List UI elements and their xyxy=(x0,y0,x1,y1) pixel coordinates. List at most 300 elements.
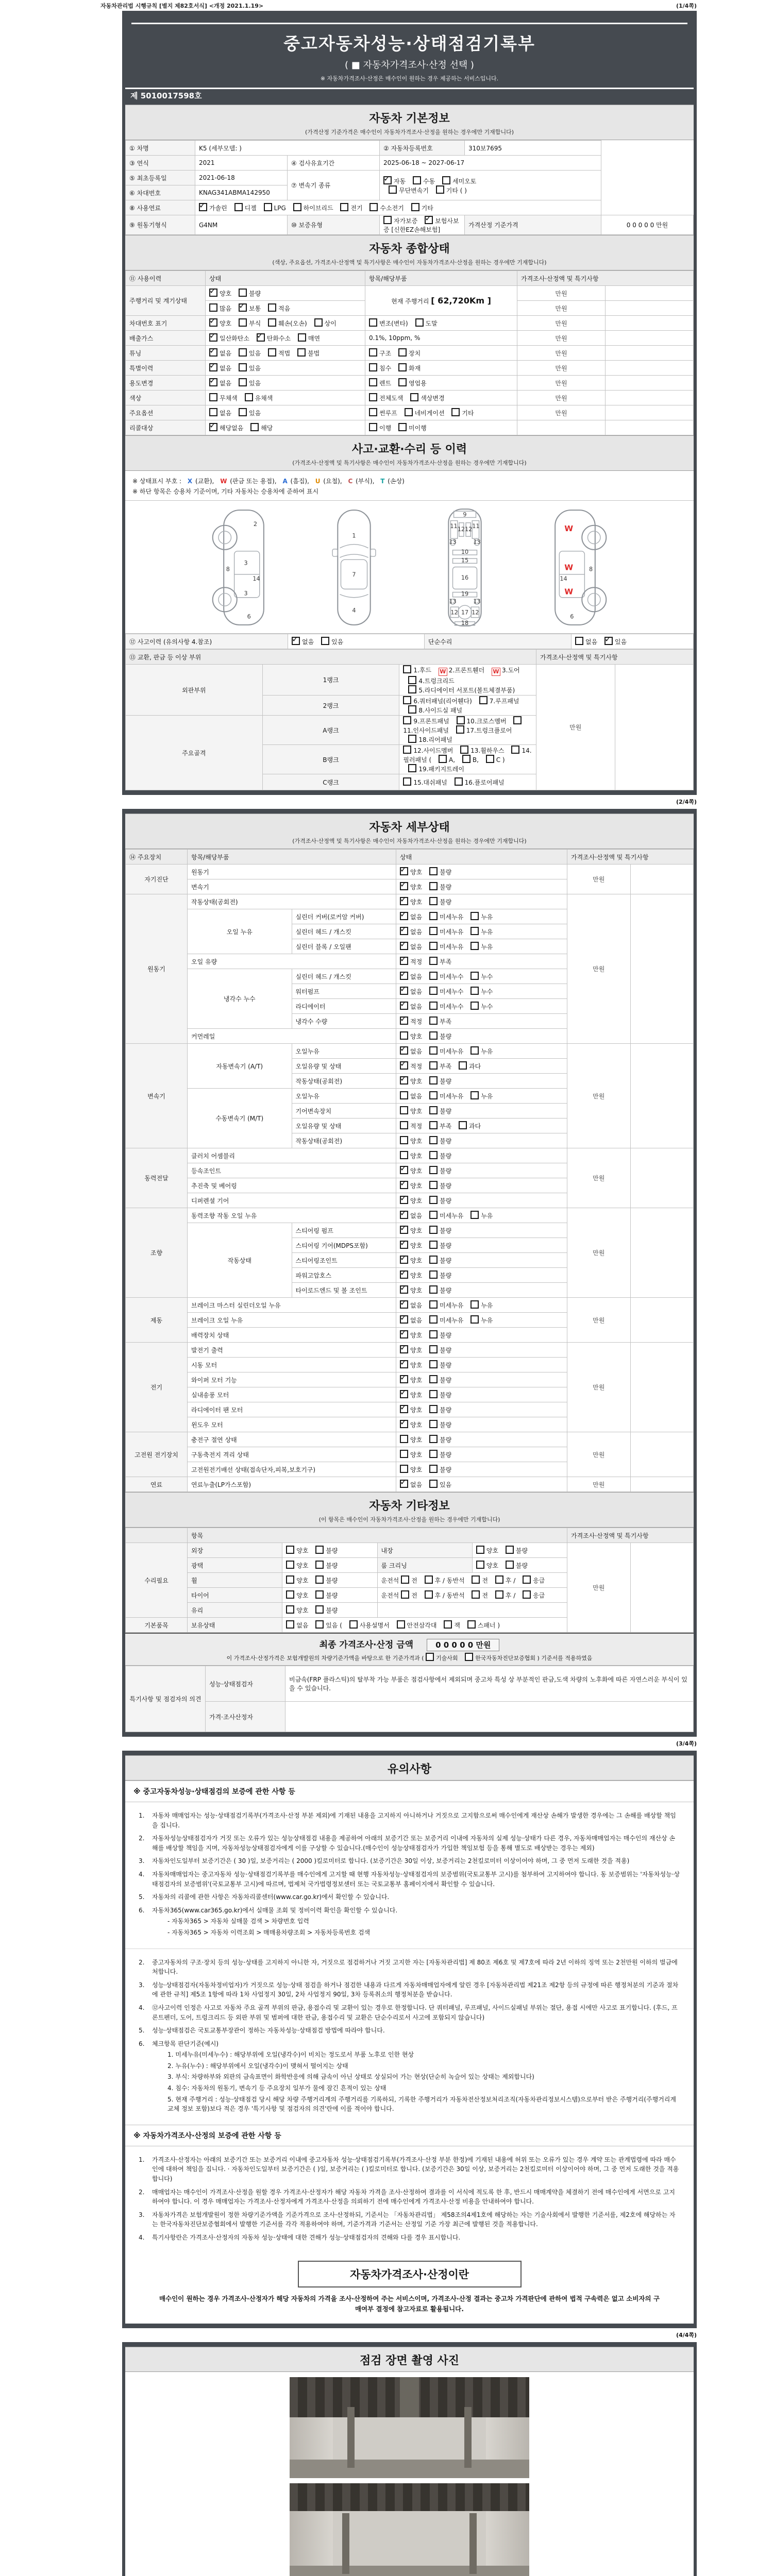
item-label: 구동축전지 격리 상태 xyxy=(188,1447,396,1462)
item-state: ✓ 양호 불량 xyxy=(396,1402,567,1417)
checkbox-checked[interactable] xyxy=(400,1002,408,1010)
checkbox[interactable] xyxy=(470,1315,479,1324)
checkbox[interactable] xyxy=(239,289,247,297)
checkbox[interactable] xyxy=(369,423,377,431)
item-state: ✓ 없음 미세누수 누수 xyxy=(396,969,567,984)
device-group-label: 조향 xyxy=(126,1208,188,1298)
checkbox[interactable] xyxy=(429,1091,438,1099)
checkbox[interactable] xyxy=(293,203,301,211)
checkbox[interactable] xyxy=(245,393,253,401)
inspect-period-label: ④ 검사유효기간 xyxy=(288,156,380,171)
checkbox[interactable] xyxy=(429,912,438,920)
checkbox[interactable] xyxy=(451,408,460,416)
checkbox[interactable] xyxy=(444,1620,452,1629)
checkbox[interactable] xyxy=(495,1590,503,1599)
legend-letter-W: W xyxy=(220,478,227,485)
rank-label: B랭크 xyxy=(262,745,399,774)
checkbox[interactable] xyxy=(429,1390,438,1398)
checkbox[interactable] xyxy=(397,1620,405,1629)
checkbox-checked[interactable] xyxy=(199,203,207,211)
photo2-floor xyxy=(290,2566,529,2576)
checkbox[interactable] xyxy=(369,408,377,416)
checkbox[interactable] xyxy=(429,1465,438,1473)
rank-items: 12.사이드멤버 13.휠하우스 14.필러패널 ( A, B, C ) 19.패키지트레이 xyxy=(399,745,536,774)
checkbox-checked[interactable] xyxy=(400,1300,408,1309)
checkbox-checked[interactable] xyxy=(400,882,408,890)
checkbox[interactable] xyxy=(400,1465,408,1473)
checkbox[interactable] xyxy=(429,927,438,935)
checkbox[interactable] xyxy=(400,1136,408,1144)
checkbox[interactable] xyxy=(429,1016,438,1025)
row-label: 배출가스 xyxy=(126,331,206,346)
checkbox[interactable] xyxy=(462,755,470,763)
checkbox[interactable] xyxy=(429,1256,438,1264)
checkbox[interactable] xyxy=(369,363,377,371)
checkbox[interactable] xyxy=(297,348,306,357)
checkbox[interactable] xyxy=(400,1450,408,1458)
final-price-label: 최종 가격조사·산정 금액 xyxy=(319,1640,414,1650)
checkbox[interactable] xyxy=(268,303,276,312)
checkbox[interactable] xyxy=(209,303,217,312)
checkbox[interactable] xyxy=(429,1076,438,1084)
price-cell: 만원 xyxy=(567,1298,631,1343)
checkbox[interactable] xyxy=(429,1315,438,1324)
checkbox[interactable] xyxy=(239,363,247,371)
checkbox[interactable] xyxy=(340,203,348,211)
item-state: ✓ 양호 불량 xyxy=(396,1074,567,1089)
checkbox[interactable] xyxy=(460,745,468,754)
checkbox[interactable] xyxy=(429,1270,438,1279)
checkbox[interactable] xyxy=(429,1360,438,1368)
panel-number: 10 xyxy=(461,548,469,555)
checkbox-checked[interactable] xyxy=(400,867,408,875)
checkbox[interactable] xyxy=(459,1121,467,1129)
checkbox-checked[interactable] xyxy=(400,1405,408,1413)
checkbox[interactable] xyxy=(389,185,397,194)
checkbox[interactable] xyxy=(467,1620,476,1629)
document-number: 제 5010017598호 xyxy=(125,88,694,105)
checkbox-checked[interactable] xyxy=(400,897,408,905)
checkbox[interactable] xyxy=(398,348,407,357)
checkbox[interactable] xyxy=(470,942,479,950)
checkbox[interactable] xyxy=(315,1605,324,1614)
notice-sub-item: 4. 침수: 자동차의 원동기, 변속기 등 주요장치 일부가 물에 잠긴 흔적이 있는 상태 xyxy=(167,2084,386,2092)
row-state: ✓ 해당없음 해당 xyxy=(206,420,365,435)
checkbox[interactable] xyxy=(349,1620,358,1629)
checkbox[interactable] xyxy=(429,1450,438,1458)
checkbox-checked[interactable] xyxy=(400,1196,408,1204)
checkbox-checked[interactable] xyxy=(400,1226,408,1234)
checkbox[interactable] xyxy=(264,203,272,211)
checkbox-checked[interactable] xyxy=(383,176,392,184)
checkbox[interactable] xyxy=(315,1590,324,1599)
note-cell xyxy=(606,420,694,435)
opinion-table xyxy=(125,1666,694,1732)
item-label: 시동 모터 xyxy=(188,1358,396,1372)
checkbox[interactable] xyxy=(429,1046,438,1055)
checkbox[interactable] xyxy=(209,393,217,401)
checkbox[interactable] xyxy=(315,1561,324,1569)
checkbox[interactable] xyxy=(425,1590,433,1599)
checkbox[interactable] xyxy=(456,725,464,734)
detail-row xyxy=(126,1432,694,1447)
notice-item xyxy=(139,2210,680,2229)
checkbox[interactable] xyxy=(209,408,217,416)
checkbox-checked[interactable] xyxy=(400,1241,408,1249)
checkbox[interactable] xyxy=(426,1653,434,1661)
checkbox[interactable] xyxy=(429,897,438,905)
checkbox[interactable] xyxy=(470,1300,479,1309)
panel-number: 14 xyxy=(560,575,567,583)
checkbox[interactable] xyxy=(403,716,411,724)
checkbox[interactable] xyxy=(429,1345,438,1353)
checkbox[interactable] xyxy=(429,1196,438,1204)
checkbox[interactable] xyxy=(286,1590,294,1599)
detail-subtitle: (가격조사·산정액 및 특기사항은 매수인이 자동차가격조사·산정을 원하는 경우에만 기재합니다) xyxy=(292,838,527,844)
row-state: ✓ 없음 있음 xyxy=(206,361,365,376)
checkbox[interactable] xyxy=(398,363,407,371)
checkbox[interactable] xyxy=(250,423,259,431)
checkbox-checked[interactable] xyxy=(400,1420,408,1428)
checkbox-checked[interactable] xyxy=(400,1076,408,1084)
checkbox-checked[interactable] xyxy=(400,1166,408,1174)
checkbox[interactable] xyxy=(495,1575,503,1584)
warranty-value: 자가보증 ✓ 보험사보증 [신한EZ손해보험] xyxy=(380,215,465,235)
item-state: ✓ 양호 불량 xyxy=(396,894,567,909)
checkbox[interactable] xyxy=(286,1575,294,1584)
checkbox[interactable] xyxy=(429,1241,438,1249)
checkbox[interactable] xyxy=(429,1375,438,1383)
checkbox[interactable] xyxy=(575,637,583,645)
checkbox[interactable] xyxy=(459,1061,467,1070)
checkbox[interactable] xyxy=(429,987,438,995)
checkbox[interactable] xyxy=(286,1561,294,1569)
checkbox-checked[interactable] xyxy=(400,1360,408,1368)
warranty-label: ⑩ 보증유형 xyxy=(288,215,380,235)
checkbox[interactable] xyxy=(400,1121,408,1129)
price-cell: 만원 xyxy=(517,361,606,376)
checkbox[interactable] xyxy=(408,676,416,684)
table-row xyxy=(126,331,694,346)
checkbox-checked[interactable] xyxy=(400,1016,408,1025)
checkbox[interactable] xyxy=(479,696,488,704)
row-state: ✓ 없음 있음 적법 불법 xyxy=(206,346,365,361)
checkbox[interactable] xyxy=(415,318,424,327)
legend-note: ※ 하단 항목은 승용차 기준이며, 기타 자동차는 승용차에 준하여 표시 xyxy=(132,488,319,495)
checkbox[interactable] xyxy=(486,755,494,763)
basic-info-table xyxy=(125,140,694,235)
table-row xyxy=(126,156,694,171)
checkbox-checked[interactable] xyxy=(400,1390,408,1398)
detail-row xyxy=(126,865,694,879)
checkbox[interactable] xyxy=(523,1590,531,1599)
row-state: ✓ 양호 부식 훼손(오손) 상이 xyxy=(206,316,365,331)
notice-item-number: 5. xyxy=(139,2027,145,2035)
checkbox[interactable] xyxy=(411,203,419,211)
checkbox[interactable] xyxy=(429,1420,438,1428)
panel-number: 3 xyxy=(244,590,248,597)
checkbox-checked[interactable] xyxy=(400,1181,408,1189)
checkbox[interactable] xyxy=(234,203,243,211)
checkbox-checked[interactable] xyxy=(400,1270,408,1279)
checkbox-checked[interactable] xyxy=(400,1211,408,1219)
notice-blockA-header: ※ 중고자동차성능·상태점검의 보증에 관한 사항 등 xyxy=(125,1781,694,1802)
checkbox[interactable] xyxy=(400,1031,408,1040)
notice-item-text: 자동차인도일부터 보증기간은 ( 30 )일, 보증거리는 ( 2000 )킬로미터로 합니다. (보증기간은 30일 이상, 보증거리는 2천킬로미터 이상이어야 하며, 그 중 먼저 도래한 것을 적용) xyxy=(152,1857,630,1865)
checkbox-checked[interactable] xyxy=(209,348,217,357)
final-price-value: 0 0 0 0 0 만원 xyxy=(427,1639,499,1651)
checkbox[interactable] xyxy=(239,318,247,327)
checkbox[interactable] xyxy=(398,378,407,386)
checkbox[interactable] xyxy=(408,764,416,772)
checkbox[interactable] xyxy=(383,216,392,224)
checkbox[interactable] xyxy=(470,987,479,995)
checkbox[interactable] xyxy=(429,1061,438,1070)
row-part: 0.1%, 10ppm, % xyxy=(365,331,517,346)
checkbox[interactable] xyxy=(429,1002,438,1010)
checkbox[interactable] xyxy=(321,637,329,645)
checkbox-checked[interactable] xyxy=(209,363,217,371)
checkbox[interactable] xyxy=(369,203,378,211)
checkbox-checked[interactable] xyxy=(209,289,217,297)
checkbox-checked[interactable] xyxy=(400,1345,408,1353)
checkbox[interactable] xyxy=(429,942,438,950)
checkbox-checked[interactable] xyxy=(400,987,408,995)
notice-sub-item: 2. 누유(누수) : 해당부위에서 오일(냉각수)이 맺혀서 떨어지는 상태 xyxy=(167,2062,348,2070)
checkbox-checked[interactable] xyxy=(400,942,408,950)
checkbox-checked[interactable] xyxy=(209,318,217,327)
checkbox[interactable] xyxy=(429,1151,438,1159)
etc-item-label: 외장 xyxy=(188,1543,282,1558)
checkbox[interactable] xyxy=(410,393,418,401)
detail-band xyxy=(125,814,694,849)
notice-item-number: 6. xyxy=(139,2040,145,2047)
w-repair-mark: W xyxy=(564,563,574,572)
sub-group-label: 자동변속기 (A/T) xyxy=(188,1044,292,1089)
checkbox[interactable] xyxy=(429,1031,438,1040)
page-mark-1: (1/4쪽) xyxy=(676,3,697,9)
checkbox[interactable] xyxy=(429,1405,438,1413)
checkbox[interactable] xyxy=(429,1480,438,1488)
checkbox[interactable] xyxy=(470,972,479,980)
checkbox[interactable] xyxy=(439,755,447,763)
checkbox-checked[interactable] xyxy=(400,1375,408,1383)
checkbox[interactable] xyxy=(429,1181,438,1189)
note-cell xyxy=(630,1343,694,1432)
checkbox[interactable] xyxy=(239,348,247,357)
checkbox[interactable] xyxy=(470,1091,479,1099)
checkbox[interactable] xyxy=(465,1653,473,1661)
checkbox[interactable] xyxy=(429,972,438,980)
first-reg-value: 2021-06-18 xyxy=(195,171,288,185)
checkbox-checked[interactable] xyxy=(400,1480,408,1488)
etc-item-state: 양호 불량 xyxy=(282,1603,377,1618)
checkbox-checked[interactable] xyxy=(209,378,217,386)
checkbox-checked[interactable] xyxy=(400,1330,408,1338)
checkbox[interactable] xyxy=(408,705,416,714)
year-value: 2021 xyxy=(195,156,288,171)
checkbox[interactable] xyxy=(429,867,438,875)
checkbox-checked[interactable] xyxy=(400,1285,408,1294)
checkbox-checked[interactable] xyxy=(239,303,247,312)
panel-number: 17 xyxy=(461,609,469,616)
checkbox[interactable] xyxy=(429,1166,438,1174)
accident-history-state: ✓ 없음 있음 xyxy=(288,634,425,649)
checkbox[interactable] xyxy=(429,1226,438,1234)
checkbox-checked[interactable] xyxy=(400,1315,408,1324)
checkbox[interactable] xyxy=(429,882,438,890)
checkbox[interactable] xyxy=(239,408,247,416)
checkbox[interactable] xyxy=(403,777,411,786)
checkbox-checked[interactable] xyxy=(400,1061,408,1070)
vin-value: KNAG341ABMA142950 xyxy=(195,185,288,200)
checkbox[interactable] xyxy=(408,685,416,693)
item-state: ✓ 양호 불량 xyxy=(396,1223,567,1238)
holding-state-label: 보유상태 xyxy=(188,1618,282,1633)
checkbox[interactable] xyxy=(369,393,377,401)
checkbox[interactable] xyxy=(315,1575,324,1584)
notice-item xyxy=(139,1892,680,1902)
checkbox[interactable] xyxy=(315,1546,324,1554)
checkbox[interactable] xyxy=(398,423,407,431)
checkbox[interactable] xyxy=(442,176,450,184)
note-cell xyxy=(630,1044,694,1148)
checkbox[interactable] xyxy=(457,716,465,724)
fuel-value: ✓ 가솔린 디젤 LPG 하이브리드 전기 수소전기 기타 xyxy=(195,200,601,215)
checkbox[interactable] xyxy=(429,1300,438,1309)
checkbox[interactable] xyxy=(401,1590,409,1599)
checkbox[interactable] xyxy=(298,333,306,342)
checkbox[interactable] xyxy=(369,348,377,357)
checkbox[interactable] xyxy=(476,1546,484,1554)
checkbox[interactable] xyxy=(511,745,519,754)
checkbox-checked[interactable] xyxy=(292,637,300,645)
checkbox-checked[interactable] xyxy=(604,637,613,645)
checkbox[interactable] xyxy=(400,1151,408,1159)
page-mark-4: (4/4쪽) xyxy=(676,2331,697,2338)
checkbox[interactable] xyxy=(408,735,416,743)
checkbox[interactable] xyxy=(472,1590,480,1599)
notice-item-number: 3. xyxy=(139,2211,145,2218)
checkbox[interactable] xyxy=(470,912,479,920)
checkbox[interactable] xyxy=(429,957,438,965)
checkbox[interactable] xyxy=(513,716,522,724)
item-state: ✓ 양호 불량 xyxy=(396,1163,567,1178)
checkbox[interactable] xyxy=(286,1605,294,1614)
checkbox[interactable] xyxy=(455,777,463,786)
legend-letter-C: C xyxy=(348,478,353,485)
checkbox[interactable] xyxy=(470,1046,479,1055)
item-state: ✓ 적정 부족 xyxy=(396,954,567,969)
checkbox[interactable] xyxy=(472,1575,480,1584)
notice-item-text: 매매업자는 매수인이 가격조사·산정을 원할 경우 가격조사·산정자가 해당 자동차 가격을 조사·산정하여 결과를 이 서식에 적도록 한 후, 반드시 매매계약을 체결하기 전에 매수인에게 서면으로 고지하여야 합니다. 이 경우 매매업자는 가격조사·산정자에게 가격조사·산정을 의뢰하기 전에 매수인에게 가격조사·산정 비용을 안내하여야 합니다. xyxy=(152,2188,675,2206)
checkbox-checked[interactable] xyxy=(425,216,433,224)
checkbox[interactable] xyxy=(314,318,323,327)
price-cell: 만원 xyxy=(517,405,606,420)
note-cell xyxy=(630,1543,694,1633)
item-state: 적정 부족 과다 xyxy=(396,1118,567,1133)
checkbox[interactable] xyxy=(369,378,377,386)
row-part: 구조 장치 xyxy=(365,346,517,361)
item-state: 없음 미세누유 누유 xyxy=(396,1089,567,1104)
item-label: 작동상태(공회전) xyxy=(292,1074,396,1089)
checkbox-checked[interactable] xyxy=(400,912,408,920)
checkbox-checked[interactable] xyxy=(257,333,265,342)
checkbox[interactable] xyxy=(429,1121,438,1129)
overall-state-table xyxy=(125,270,694,435)
checkbox-checked[interactable] xyxy=(400,1046,408,1055)
price-cell: 만원 xyxy=(517,346,606,361)
checkbox[interactable] xyxy=(268,348,276,357)
checkbox[interactable] xyxy=(470,1002,479,1010)
checkbox[interactable] xyxy=(470,1211,479,1219)
checkbox[interactable] xyxy=(476,1561,484,1569)
checkbox-checked[interactable] xyxy=(400,972,408,980)
checkbox[interactable] xyxy=(425,1575,433,1584)
checkbox[interactable] xyxy=(403,696,411,704)
table-row xyxy=(126,361,694,376)
checkbox[interactable] xyxy=(413,176,421,184)
item-label: 실린더 헤드 / 개스킷 xyxy=(292,969,396,984)
checkbox[interactable] xyxy=(268,318,276,327)
table-row xyxy=(126,1528,694,1543)
checkbox[interactable] xyxy=(400,1091,408,1099)
row-part: 침수 화재 xyxy=(365,361,517,376)
checkbox[interactable] xyxy=(405,408,413,416)
checkbox[interactable] xyxy=(523,1575,531,1584)
checkbox[interactable] xyxy=(401,1575,409,1584)
checkbox[interactable] xyxy=(403,745,411,754)
checkbox[interactable] xyxy=(400,1435,408,1443)
checkbox-checked[interactable] xyxy=(400,1256,408,1264)
item-state: ✓ 양호 불량 xyxy=(396,879,567,894)
notice-item-number: 2. xyxy=(139,1835,145,1842)
checkbox[interactable] xyxy=(506,1561,514,1569)
overall-subtitle: (색상, 주요옵션, 가격조사·산정액 및 특기사항은 매수인이 자동차가격조사·산정을 원하는 경우에만 기재합니다) xyxy=(272,259,547,266)
checkbox[interactable] xyxy=(286,1620,294,1629)
checkbox-checked[interactable] xyxy=(209,423,217,431)
checkbox[interactable] xyxy=(470,927,479,935)
price-cell: 만원 xyxy=(567,894,631,1044)
notice-item-number: 2. xyxy=(139,2188,145,2196)
checkbox[interactable] xyxy=(400,1106,408,1114)
checkbox[interactable] xyxy=(506,1546,514,1554)
checkbox[interactable] xyxy=(429,1106,438,1114)
basic-items-group: 기본품목 xyxy=(126,1618,188,1633)
checkbox[interactable] xyxy=(429,1211,438,1219)
checkbox[interactable] xyxy=(286,1546,294,1554)
checkbox[interactable] xyxy=(239,378,247,386)
checkbox[interactable] xyxy=(429,1330,438,1338)
vin-label: ⑥ 차대번호 xyxy=(126,185,195,200)
checkbox[interactable] xyxy=(315,1620,324,1629)
inspector-opinion: 비금속(FRP 플라스틱)의 탈부착 가능 부품은 점검사항에서 제외되며 중고차 특성 상 부분적인 판금,도색 차량의 노후화에 따른 자연스러운 부식이 있을 수 있습니다. xyxy=(285,1666,694,1702)
checkbox[interactable] xyxy=(369,318,377,327)
checkbox[interactable] xyxy=(429,1435,438,1443)
checkbox-checked[interactable] xyxy=(400,927,408,935)
checkbox[interactable] xyxy=(429,1136,438,1144)
item-state: 양호 불량 xyxy=(396,1447,567,1462)
item-label: 실린더 커버(로커암 커버) xyxy=(292,909,396,924)
checkbox-checked[interactable] xyxy=(400,957,408,965)
checkbox[interactable] xyxy=(403,665,411,673)
checkbox[interactable] xyxy=(436,185,444,194)
etc-item-label: 광택 xyxy=(188,1558,282,1573)
checkbox[interactable] xyxy=(429,1285,438,1294)
checkbox-checked[interactable] xyxy=(209,333,217,342)
rank-items: 1.후드 W 2.프론트휀더 W 3.도어 4.트렁크리드 5.라디에이터 서포트(볼트체결부품) xyxy=(399,665,536,696)
device-group-label: 제동 xyxy=(126,1298,188,1343)
